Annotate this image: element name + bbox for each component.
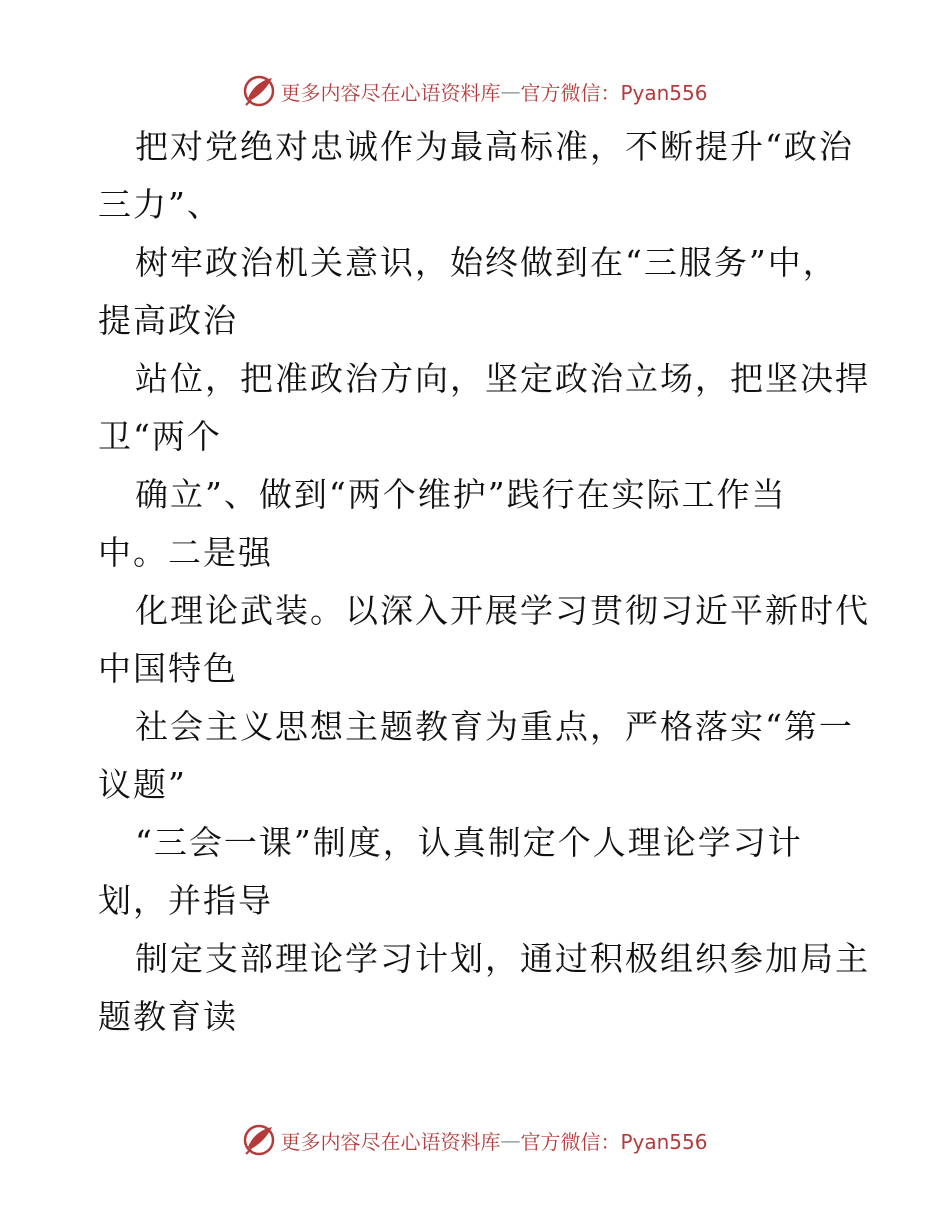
footer-separator: — [500,1128,521,1152]
body-line: 议题” [98,765,187,804]
header-separator: — [500,79,521,103]
footer-brand-text: 更多内容尽在心语资料库 [280,1129,501,1154]
body-line: 制定支部理论学习计划，通过积极组织参加局主 [135,939,870,978]
body-line: “三会一课”制度，认真制定个人理论学习计 [135,823,803,862]
body-line: 把对党绝对忠诚作为最高标准，不断提升“政治 [135,127,854,166]
body-line: 树牢政治机关意识，始终做到在“三服务”中， [135,243,838,282]
document-body [98,118,870,1046]
quill-pen-logo-icon [242,1123,276,1157]
header-wechat-text: 官方微信：Pyan556 [520,80,708,105]
footer-wechat-text: 官方微信：Pyan556 [520,1129,708,1154]
body-line: 卫“两个 [98,417,222,456]
body-line: 三力”、 [98,185,222,224]
body-line: 化理论武装。以深入开展学习贯彻习近平新时代 [135,591,870,630]
body-line: 确立”、做到“两个维护”践行在实际工作当 [135,475,787,514]
body-line: 划，并指导 [98,881,273,920]
quill-pen-logo-icon [242,74,276,108]
header-brand-text: 更多内容尽在心语资料库 [280,80,501,105]
body-line: 中。二是强 [98,533,273,572]
body-line: 题教育读 [98,997,238,1036]
body-line: 提高政治 [98,301,238,340]
body-line: 中国特色 [98,649,238,688]
footer-banner [0,1120,950,1160]
body-line: 站位，把准政治方向，坚定政治立场，把坚决捍 [135,359,870,398]
header-banner [0,71,950,111]
body-line: 社会主义思想主题教育为重点，严格落实“第一 [135,707,854,746]
